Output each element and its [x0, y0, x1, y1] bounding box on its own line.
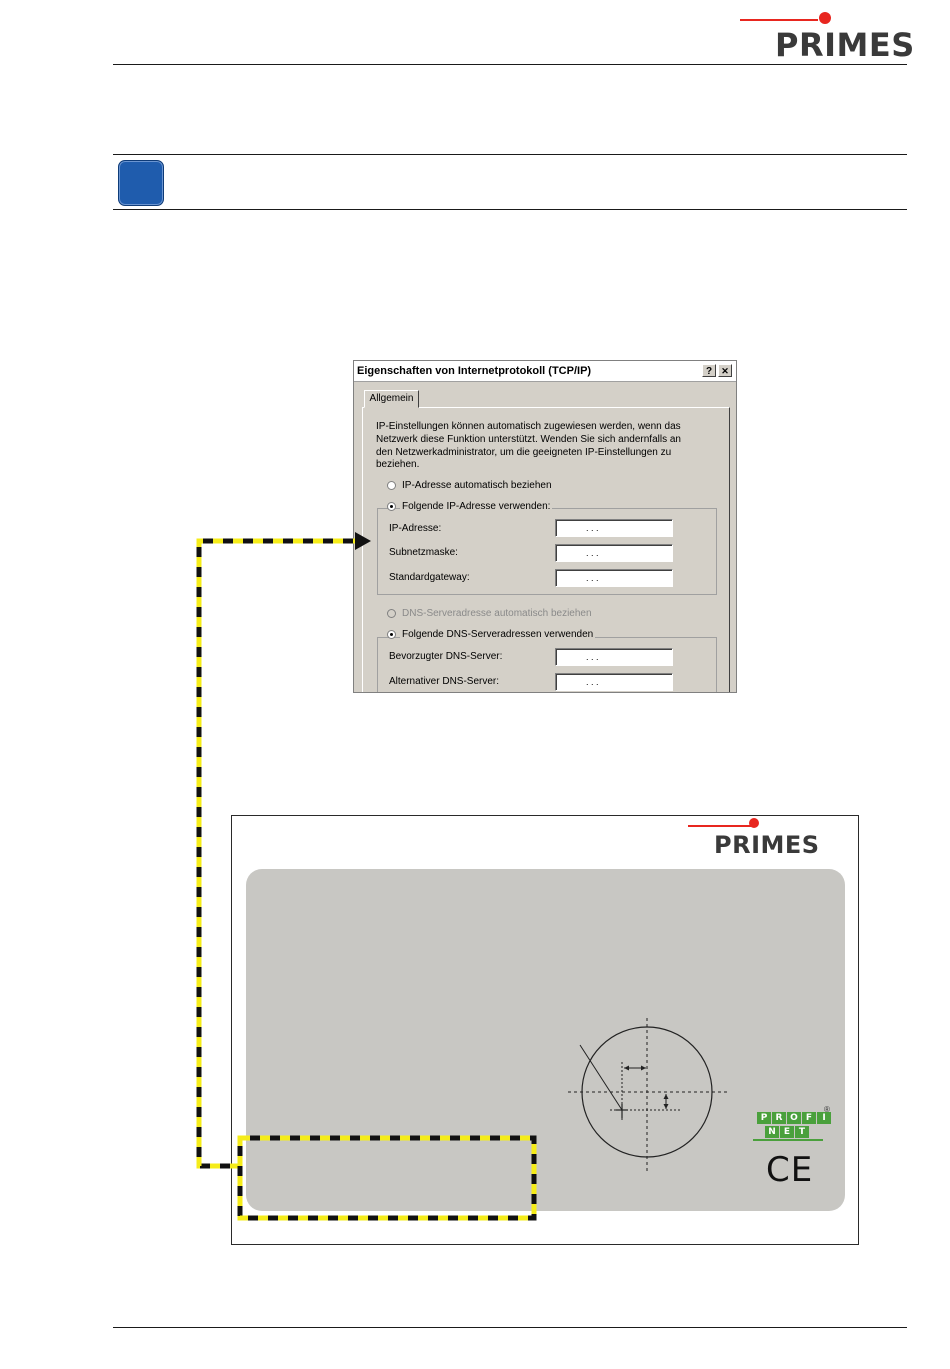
radio-manual-dns-label: Folgende DNS-Serveradressen verwenden	[402, 629, 594, 640]
alternate-dns-label: Alternativer DNS-Server:	[389, 676, 500, 687]
profinet-letter: E	[780, 1126, 794, 1138]
plate-brand-logo: PRIMES	[714, 831, 820, 859]
profinet-letter: R	[772, 1112, 786, 1124]
dialog-description-line-1: IP-Einstellungen können automatisch zugewiesen werden, wenn das	[376, 421, 681, 432]
close-button[interactable]: ✕	[718, 364, 732, 377]
profinet-letter: I	[817, 1112, 831, 1124]
radio-auto-ip-label: IP-Adresse automatisch beziehen	[402, 480, 552, 491]
preferred-dns-label: Bevorzugter DNS-Server:	[389, 651, 503, 662]
highlight-box-black	[240, 1138, 534, 1218]
connector-path-black	[199, 541, 355, 1166]
ip-address-label: IP-Adresse:	[389, 523, 442, 534]
registered-mark: ®	[824, 1105, 830, 1114]
preferred-dns-dots: . . .	[586, 652, 599, 662]
connector-path-yellow	[199, 541, 355, 1166]
profinet-letter: P	[757, 1112, 771, 1124]
subnet-mask-dots: . . .	[586, 548, 599, 558]
dialog-description-line-2: Netzwerk diese Funktion unterstützt. Wenden Sie sich andernfalls an	[376, 434, 681, 445]
radio-auto-dns-label: DNS-Serveradresse automatisch beziehen	[402, 608, 592, 619]
dialog-title: Eigenschaften von Internetprotokoll (TCP/IP)	[357, 365, 592, 377]
subnet-mask-label: Subnetzmaske:	[389, 547, 458, 558]
help-button[interactable]: ?	[702, 364, 716, 377]
highlight-box-yellow	[240, 1138, 534, 1218]
default-gateway-dots: . . .	[586, 573, 599, 583]
dialog-description-line-4: beziehen.	[376, 459, 420, 470]
default-gateway-label: Standardgateway:	[389, 572, 470, 583]
profinet-letter: T	[795, 1126, 809, 1138]
tab-general[interactable]: Allgemein	[364, 390, 419, 408]
ce-mark: CE	[766, 1150, 814, 1190]
brand-logo: PRIMES	[775, 26, 915, 64]
dialog-description-line-3: den Netzwerkadministrator, um die geeigneten IP-Einstellungen zu	[376, 447, 672, 458]
profinet-letter: N	[765, 1126, 779, 1138]
radio-manual-ip-label: Folgende IP-Adresse verwenden:	[402, 501, 551, 512]
footer-rule	[113, 1327, 907, 1328]
alternate-dns-dots: . . .	[586, 677, 599, 687]
ip-address-dots: . . .	[586, 523, 599, 533]
connector-arrowhead	[355, 532, 371, 550]
profinet-letter: F	[802, 1112, 816, 1124]
profinet-letter: O	[787, 1112, 801, 1124]
